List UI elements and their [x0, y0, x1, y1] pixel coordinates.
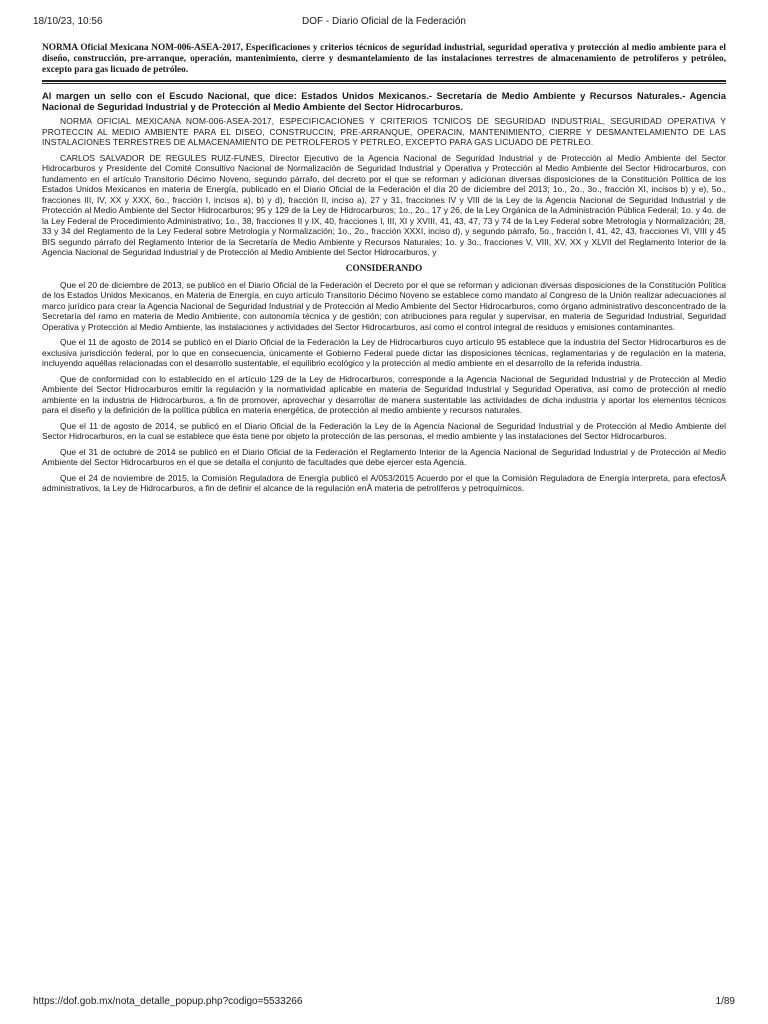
- considerando-paragraph: Que el 20 de diciembre de 2013, se publicó en el Diario Oficial de la Federación el Decreto por el que se reforman y adicionan diversas disposiciones de la Constitución Política de los Estados Unidos Mexicanos, en Materia de Energía, en cuyo artículo Transitorio Décimo Noveno se establece como mandato al Congreso de la Unión realizar adecuaciones al marco jurídico para crear la Agencia Nacional de Seguridad Industrial y de Protección al Medio Ambiente del Sector Hidrocarburos, como órgano administrativo desconcentrado de la Secretaría del ramo en materia de Medio Ambiente, con autonomía técnica y de gestión; con atribuciones para regular y supervisar, en materia de Seguridad Industrial, Seguridad Operativa y Protección al Medio Ambiente, las instalaciones y actividades del Sector Hidrocarburos, así como el control integral de residuos y emisiones contaminantes.: [42, 279, 726, 332]
- norma-title: NORMA Oficial Mexicana NOM-006-ASEA-2017, Especificaciones y criterios técnicos de seguridad industrial, seguridad operativa y protección al medio ambiente para el diseño, construcción, pre-arranque, operación, mantenimiento, cierre y desmantelamiento de las instalaciones terrestres de almacenamiento de petrolíferos y petróleo, excepto para gas licuado de petróleo.: [42, 43, 726, 76]
- seal-paragraph: Al margen un sello con el Escudo Nacional, que dice: Estados Unidos Mexicanos.- Secretaría de Medio Ambiente y Recursos Naturales.- Agencia Nacional de Seguridad Industrial y de Protección al Medio Ambiente del Sector Hidrocarburos.: [42, 89, 726, 112]
- title-divider-thick: [42, 80, 726, 82]
- document-body: [42, 43, 726, 499]
- intro-director-paragraph: CARLOS SALVADOR DE REGULES RUIZ-FUNES, Director Ejecutivo de la Agencia Nacional de Seguridad Industrial y de Protección al Medio Ambiente del Sector Hidrocarburos y Presidente del Comité Consultivo Nacional de Normalización de Seguridad Industrial y Operativa y Protección al Medio Ambiente del Sector Hidrocarburos, con fundamento en el artículo Transitorio Décimo Noveno, segundo párrafo, del decreto por el que se reforman y adicionan diversas disposiciones de la Constitución Política de los Estados Unidos Mexicanos en materia de Energía, publicado en el Diario Oficial de la Federación el día 20 de diciembre del 2013; 1o., 2o., 3o., fracción XI, incisos b) y e), 5o., fracciones III, IV, XX y XXX, 6o., fracción I, incisos a), b) y d), fracción II, inciso a), 27 y 31, fracciones IV y VIII de la Ley de la Agencia Nacional de Seguridad Industrial y de Protección al Medio Ambiente del Sector Hidrocarburos; 95 y 129 de la Ley de Hidrocarburos; 1o., 2o., 17 y 26, de la Ley Orgánica de la Administración Pública Federal; 1o. y 4o. de la Ley Federal de Procedimiento Administrativo; 1o., 38, fracciones II y IX, 40, fracciones I, III, XI y XVIII, 41, 43, 47, 73 y 74 de la Ley Federal sobre Metrología y Normalización; 28, 33 y 34 del Reglamento de la Ley Federal sobre Metrología y Normalización; 1o., 2o., fracción XXXI, inciso d), y segundo párrafo, 5o., fracción I, 41, 42, 43, fracciones VI, VIII y 45 BIS segundo párrafo del Reglamento Interior de la Secretaría de Medio Ambiente y Recursos Naturales; 1o. y 3o., fracciones V, VIII, XV, XX y XLVII del Reglamento Interior de la Agencia Nacional de Seguridad Industrial y de Protección al Medio Ambiente del Sector Hidrocarburos, y: [42, 152, 726, 258]
- print-header: [33, 14, 735, 30]
- print-timestamp: 18/10/23, 10:56: [33, 16, 103, 27]
- considerando-paragraph: Que el 24 de noviembre de 2015, la Comisión Reguladora de Energía publicó el A/053/2015 Acuerdo por el que la Comisión Reguladora de Energía interpreta, para efectosÂ administrativos, la Ley de Hidrocarburos, a fin de definir el alcance de la regulación enÂ materia de petrolíferos y petroquímicos.: [42, 472, 726, 494]
- print-page-title: DOF - Diario Oficial de la Federación: [302, 16, 466, 27]
- page-indicator: 1/89: [715, 996, 735, 1007]
- intro-caps-paragraph: NORMA OFICIAL MEXICANA NOM-006-ASEA-2017, ESPECIFICACIONES Y CRITERIOS TCNICOS DE SEGURIDAD INDUSTRIAL, SEGURIDAD OPERATIVA Y PROTECCIN AL MEDIO AMBIENTE PARA EL DISEO, CONSTRUCCIN, PRE-ARRANQUE, OPERACIN, MANTENIMIENTO, CIERRE Y DESMANTELAMIENTO DE LAS INSTALACIONES TERRESTRES DE ALMACENAMIENTO DE PETROLFEROS Y PETRLEO, EXCEPTO PARA GAS LICUADO DE PETRLEO.: [42, 116, 726, 148]
- print-footer: [33, 994, 735, 1010]
- considerando-paragraph: Que de conformidad con lo establecido en el artículo 129 de la Ley de Hidrocarburos, corresponde a la Agencia Nacional de Seguridad Industrial y de Protección al Medio Ambiente del Sector Hidrocarburos emitir la regulación y la normatividad aplicable en materia de Seguridad Industrial y Seguridad Operativa, así como de protección al medio ambiente en la industria de Hidrocarburos, a fin de promover, aprovechar y desarrollar de manera sustentable las actividades de dicha industria y aportar los elementos técnicos para el diseño y la definición de la política pública en materia energética, de protección al medio ambiente y recursos naturales.: [42, 373, 726, 416]
- considerando-paragraph: Que el 11 de agosto de 2014, se publicó en el Diario Oficial de la Federación la Ley de la Agencia Nacional de Seguridad Industrial y de Protección al Medio Ambiente del Sector Hidrocarburos, en la cual se establece que ésta tiene por objeto la protección de las personas, el medio ambiente y las instalaciones del Sector Hidrocarburos.: [42, 420, 726, 442]
- considerando-paragraph: Que el 31 de octubre de 2014 se publicó en el Diario Oficial de la Federación el Reglamento Interior de la Agencia Nacional de Seguridad Industrial y de Protección al Medio Ambiente del Sector Hidrocarburos en el que se detalla el conjunto de facultades que debe ejercer esta Agencia.: [42, 446, 726, 468]
- considerando-paragraph: Que el 11 de agosto de 2014 se publicó en el Diario Oficial de la Federación la Ley de Hidrocarburos cuyo artículo 95 establece que la industria del Sector Hidrocarburos es de exclusiva jurisdicción federal, por lo que en consecuencia, únicamente el Gobierno Federal puede dictar las disposiciones técnicas, reglamentarias y de regulación en la materia, incluyendo aquéllas relacionadas con el desarrollo sustentable, el equilibrio ecológico y la protección al medio ambiente en el desarrollo de la referida industria.: [42, 337, 726, 369]
- considerando-heading: CONSIDERANDO: [345, 263, 423, 274]
- print-url[interactable]: https://dof.gob.mx/nota_detalle_popup.php?codigo=5533266: [33, 996, 303, 1007]
- title-divider-thin: [42, 83, 726, 84]
